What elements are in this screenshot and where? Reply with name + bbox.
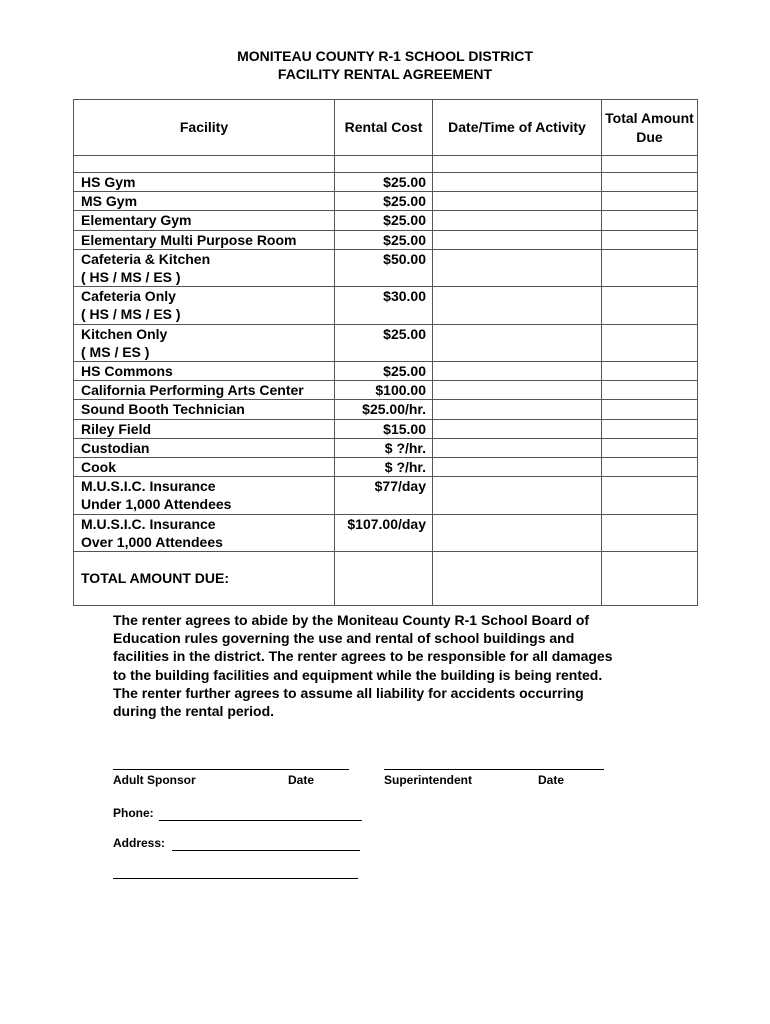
superintendent-label: Superintendent: [384, 773, 473, 787]
total-amount-cell[interactable]: [602, 381, 698, 400]
facility-name: M.U.S.I.C. Insurance: [81, 515, 216, 532]
spacer-cell: [602, 156, 698, 173]
facility-cell: [74, 192, 335, 211]
rental-cost-cell: $30.00: [335, 287, 433, 324]
total-amount-cell[interactable]: [602, 438, 698, 457]
superintendent-signature-line[interactable]: [384, 769, 604, 770]
date-time-cell[interactable]: [433, 211, 602, 230]
rental-cost-cell: $ ?/hr.: [335, 438, 433, 457]
total-amount-cell[interactable]: [602, 477, 698, 514]
facility-name: Cook: [81, 459, 116, 476]
facility-name: Cafeteria & Kitchen: [81, 250, 211, 267]
superintendent-date-label: Date: [538, 773, 565, 787]
table-row: [74, 211, 698, 230]
facility-name: Riley Field: [81, 420, 152, 437]
date-time-cell[interactable]: [433, 381, 602, 400]
total-amount-cell[interactable]: [602, 287, 698, 324]
facility-cell: [74, 477, 335, 514]
document-subtitle: FACILITY RENTAL AGREEMENT: [277, 66, 493, 82]
column-header-date-time: Date/Time of Activity: [433, 100, 602, 156]
table-row: [74, 458, 698, 477]
table-row: [74, 381, 698, 400]
rental-cost-cell: $25.00: [335, 230, 433, 249]
facility-cell: [74, 287, 335, 324]
date-time-cell[interactable]: [433, 192, 602, 211]
facility-name: HS Commons: [81, 363, 173, 380]
total-amount-cell[interactable]: [602, 230, 698, 249]
table-row: [74, 514, 698, 551]
total-row: [74, 552, 698, 606]
facility-name: ( HS / MS / ES ): [81, 269, 181, 286]
facility-name: Elementary Multi Purpose Room: [81, 231, 297, 248]
facility-name: Kitchen Only: [81, 325, 168, 342]
rental-cost-cell: $25.00: [335, 173, 433, 192]
date-time-cell[interactable]: [433, 362, 602, 381]
total-cost-cell: [335, 552, 433, 606]
table-row: [74, 477, 698, 514]
facility-cell: [74, 514, 335, 551]
date-time-cell[interactable]: [433, 458, 602, 477]
date-time-cell[interactable]: [433, 249, 602, 286]
facility-cell: [74, 419, 335, 438]
table-row: [74, 249, 698, 286]
rental-cost-cell: $77/day: [335, 477, 433, 514]
total-amount-cell[interactable]: [602, 192, 698, 211]
date-time-cell[interactable]: [433, 400, 602, 419]
paragraph-line: facilities in the district. The renter agrees to be responsible for all damages: [113, 648, 613, 665]
address-field-line[interactable]: [172, 850, 360, 851]
facility-name: Over 1,000 Attendees: [81, 533, 223, 550]
paragraph-line: Education rules governing the use and rental of school buildings and: [113, 630, 575, 647]
date-time-cell[interactable]: [433, 438, 602, 457]
agreement-paragraph: [113, 611, 673, 720]
table-spacer-row: [74, 156, 698, 173]
facility-cell: [74, 230, 335, 249]
paragraph-line: during the rental period.: [113, 703, 275, 720]
spacer-cell: [74, 156, 335, 173]
rental-cost-cell: $100.00: [335, 381, 433, 400]
facility-cell: [74, 211, 335, 230]
adult-sponsor-label: Adult Sponsor: [113, 773, 196, 787]
rental-cost-cell: $50.00: [335, 249, 433, 286]
total-amount-cell[interactable]: [602, 419, 698, 438]
facility-name: ( MS / ES ): [81, 343, 150, 360]
rental-cost-cell: $15.00: [335, 419, 433, 438]
facility-name: Cafeteria Only: [81, 288, 176, 305]
total-amount-cell[interactable]: [602, 458, 698, 477]
facility-cell: [74, 173, 335, 192]
facility-cell: [74, 381, 335, 400]
date-time-cell[interactable]: [433, 514, 602, 551]
rental-table: [73, 99, 698, 606]
table-header-row: [74, 100, 698, 156]
facility-cell: [74, 324, 335, 361]
paragraph-line: The renter further agrees to assume all liability for accidents occurring: [113, 684, 584, 701]
total-amount-cell[interactable]: [602, 173, 698, 192]
date-time-cell[interactable]: [433, 477, 602, 514]
rental-cost-cell: $ ?/hr.: [335, 458, 433, 477]
table-row: [74, 362, 698, 381]
facility-cell: [74, 458, 335, 477]
paragraph-line: to the building facilities and equipment while the building is being rented.: [113, 666, 603, 683]
rental-cost-cell: $25.00: [335, 192, 433, 211]
date-time-cell[interactable]: [433, 324, 602, 361]
rental-cost-cell: $25.00/hr.: [335, 400, 433, 419]
spacer-cell: [335, 156, 433, 173]
facility-name: California Performing Arts Center: [81, 382, 304, 399]
rental-cost-cell: $107.00/day: [335, 514, 433, 551]
facility-name: MS Gym: [81, 193, 138, 210]
facility-name: Sound Booth Technician: [81, 401, 245, 418]
phone-field-line[interactable]: [159, 820, 362, 821]
facility-name: ( HS / MS / ES ): [81, 306, 181, 323]
table-row: [74, 419, 698, 438]
facility-name: M.U.S.I.C. Insurance: [81, 478, 216, 495]
column-header-total-amount-due: Total Amount Due: [602, 100, 698, 156]
date-time-cell[interactable]: [433, 419, 602, 438]
column-header-rental-cost: Rental Cost: [335, 100, 433, 156]
rental-cost-cell: $25.00: [335, 362, 433, 381]
table-row: [74, 438, 698, 457]
paragraph-line: The renter agrees to abide by the Moniteau County R-1 School Board of: [113, 612, 590, 628]
facility-name: HS Gym: [81, 174, 136, 190]
rental-cost-cell: $25.00: [335, 324, 433, 361]
total-amount-cell[interactable]: [602, 324, 698, 361]
total-amount-cell[interactable]: [602, 249, 698, 286]
total-amount-cell[interactable]: [602, 362, 698, 381]
sponsor-date-label: Date: [288, 773, 315, 787]
total-date-cell[interactable]: [433, 552, 602, 606]
document-title: MONITEAU COUNTY R-1 SCHOOL DISTRICT: [237, 48, 533, 64]
table-row: [74, 324, 698, 361]
facility-name: Under 1,000 Attendees: [81, 496, 232, 513]
address-second-line[interactable]: [113, 878, 358, 879]
date-time-cell[interactable]: [433, 287, 602, 324]
table-row: [74, 173, 698, 192]
total-amount-cell[interactable]: [602, 400, 698, 419]
date-time-cell[interactable]: [433, 173, 602, 192]
facility-name: Custodian: [81, 439, 150, 456]
adult-sponsor-signature-line[interactable]: [113, 769, 349, 770]
total-amount-input-cell[interactable]: [602, 552, 698, 606]
rental-cost-cell: $25.00: [335, 211, 433, 230]
column-header-facility: Facility: [74, 100, 335, 156]
table-row: [74, 230, 698, 249]
facility-cell: [74, 362, 335, 381]
facility-cell: [74, 249, 335, 286]
spacer-cell: [433, 156, 602, 173]
table-row: [74, 287, 698, 324]
table-row: [74, 400, 698, 419]
total-amount-cell[interactable]: [602, 514, 698, 551]
total-amount-cell[interactable]: [602, 211, 698, 230]
phone-label: Phone:: [113, 806, 154, 820]
address-label: Address:: [113, 836, 166, 850]
table-row: [74, 192, 698, 211]
facility-name: Elementary Gym: [81, 212, 192, 229]
total-amount-due-label: TOTAL AMOUNT DUE:: [74, 552, 335, 606]
date-time-cell[interactable]: [433, 230, 602, 249]
facility-cell: [74, 400, 335, 419]
facility-cell: [74, 438, 335, 457]
